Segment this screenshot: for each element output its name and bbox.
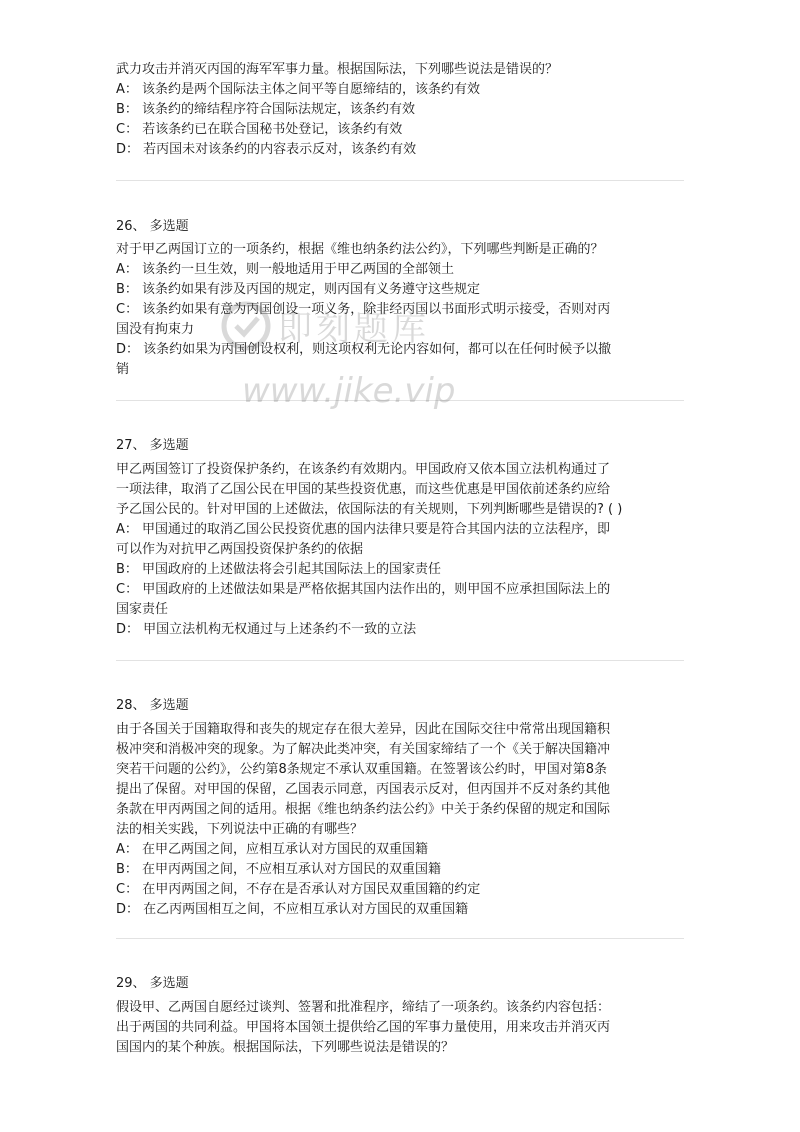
option-d: D： 甲国立法机构无权通过与上述条约不一致的立法 bbox=[116, 622, 417, 637]
question-text: 极冲突和消极冲突的现象。为了解决此类冲突，有关国家缔结了一个《关于解决国籍冲 bbox=[116, 742, 611, 757]
question-text: 甲乙两国签订了投资保护条约，在该条约有效期内。甲国政府又依本国立法机构通过了 bbox=[116, 462, 611, 477]
divider bbox=[116, 180, 684, 181]
question-26-header: 26、 多选题 bbox=[116, 219, 189, 234]
option-a: A： 在甲乙两国之间，应相互承认对方国民的双重国籍 bbox=[116, 842, 429, 857]
question-27-header: 27、 多选题 bbox=[116, 438, 189, 453]
question-text: 出于两国的共同利益。甲国将本国领土提供给乙国的军事力量使用，用来攻击并消灭丙 bbox=[116, 1020, 611, 1035]
question-text: 法的相关实践，下列说法中正确的有哪些？ bbox=[116, 822, 364, 837]
option-c: C： 在甲丙两国之间，不存在是否承认对方国民双重国籍的约定 bbox=[116, 882, 481, 897]
option-a-cont: 可以作为对抗甲乙两国投资保护条约的依据 bbox=[116, 542, 364, 557]
question-27 bbox=[116, 460, 688, 640]
option-a: A： 甲国通过的取消乙国公民投资优惠的国内法律只要是符合其国内法的立法程序，即 bbox=[116, 522, 611, 537]
question-text: 武力攻击并消灭丙国的海军军事力量。根据国际法，下列哪些说法是错误的？ bbox=[116, 62, 559, 77]
divider bbox=[116, 400, 684, 401]
option-d: D： 在乙丙两国相互之间，不应相互承认对方国民的双重国籍 bbox=[116, 902, 469, 917]
option-c-cont: 国没有拘束力 bbox=[116, 322, 195, 337]
watermark-brand: 即刻题库 bbox=[278, 309, 430, 349]
option-d: D： 若丙国未对该条约的内容表示反对，该条约有效 bbox=[116, 142, 417, 157]
watermark-url: www.jike.vip bbox=[242, 371, 456, 411]
option-b: B： 在甲丙两国之间，不应相互承认对方国民的双重国籍 bbox=[116, 862, 442, 877]
question-text: 突若干问题的公约》，公约第8条规定不承认双重国籍。在签署该公约时，甲国对第8条 bbox=[116, 762, 608, 777]
question-text: 予乙国公民的。针对甲国的上述做法，依国际法的有关规则，下列判断哪些是错误的? ( ) bbox=[116, 502, 623, 517]
question-29-header: 29、 多选题 bbox=[116, 976, 189, 991]
option-c: C： 该条约如果有意为丙国创设一项义务，除非经丙国以书面形式明示接受，否则对丙 bbox=[116, 302, 611, 317]
question-28 bbox=[116, 720, 688, 920]
option-c-cont: 国家责任 bbox=[116, 602, 169, 617]
option-b: B： 该条约的缔结程序符合国际法规定，该条约有效 bbox=[116, 102, 416, 117]
divider bbox=[116, 938, 684, 939]
option-a: A： 该条约一旦生效，则一般地适用于甲乙两国的全部领土 bbox=[116, 262, 455, 277]
question-text: 假设甲、乙两国自愿经过谈判、签署和批准程序，缔结了一项条约。该条约内容包括： bbox=[116, 1000, 611, 1015]
question-text: 由于各国关于国籍取得和丧失的规定存在很大差异，因此在国际交往中常常出现国籍积 bbox=[116, 722, 611, 737]
question-text: 对于甲乙两国订立的一项条约，根据《维也纳条约法公约》，下列哪些判断是正确的？ bbox=[116, 242, 604, 257]
question-28-header: 28、 多选题 bbox=[116, 698, 189, 713]
question-text: 条款在甲丙两国之间的适用。根据《维也纳条约法公约》中关于条约保留的规定和国际 bbox=[116, 802, 611, 817]
option-b: B： 甲国政府的上述做法将会引起其国际法上的国家责任 bbox=[116, 562, 442, 577]
question-25-tail bbox=[116, 60, 688, 160]
question-text: 一项法律，取消了乙国公民在甲国的某些投资优惠，而这些优惠是甲国依前述条约应给 bbox=[116, 482, 611, 497]
question-29 bbox=[116, 998, 688, 1058]
option-d: D： 该条约如果为丙国创设权利，则这项权利无论内容如何，都可以在任何时候予以撤 bbox=[116, 342, 612, 357]
question-text: 提出了保留。对甲国的保留，乙国表示同意，丙国表示反对，但丙国并不反对条约其他 bbox=[116, 782, 611, 797]
option-c: C： 甲国政府的上述做法如果是严格依据其国内法作出的，则甲国不应承担国际法上的 bbox=[116, 582, 611, 597]
option-d-cont: 销 bbox=[116, 362, 130, 377]
option-b: B： 该条约如果有涉及丙国的规定，则丙国有义务遵守这些规定 bbox=[116, 282, 481, 297]
question-text: 国国内的某个种族。根据国际法，下列哪些说法是错误的？ bbox=[116, 1040, 455, 1055]
option-a: A： 该条约是两个国际法主体之间平等自愿缔结的，该条约有效 bbox=[116, 82, 481, 97]
option-c: C： 若该条约已在联合国秘书处登记，该条约有效 bbox=[116, 122, 403, 137]
divider bbox=[116, 660, 684, 661]
question-26 bbox=[116, 240, 688, 380]
